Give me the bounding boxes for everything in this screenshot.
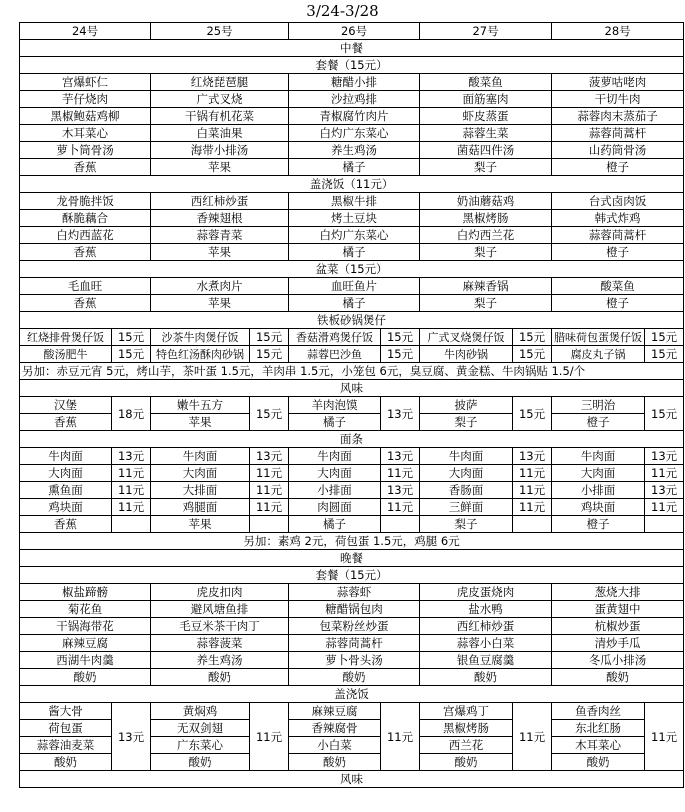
menu-row-cell: 白灼广东菜心 xyxy=(289,227,420,244)
menu-row xyxy=(20,601,684,618)
dish-name: 香辣腐骨 xyxy=(289,720,381,737)
menu-row-cell: 广式叉烧 xyxy=(151,91,289,108)
menu-row-cell: 白灼西蓝花 xyxy=(20,227,151,244)
day-header-cell: 26号 xyxy=(289,23,420,40)
menu-row xyxy=(20,618,684,635)
menu-row xyxy=(20,635,684,652)
dish-name: 小排面 xyxy=(552,482,645,499)
menu-row-cell: 酸奶 xyxy=(420,669,552,686)
price: 13元 xyxy=(112,703,151,771)
menu-row-cell: 梨子 xyxy=(420,295,552,312)
dish-name: 鸡腿面 xyxy=(151,499,250,516)
dish-name: 腐皮丸子锅 xyxy=(552,346,645,363)
menu-row-cell: 菠萝咕咾肉 xyxy=(552,74,684,91)
menu-row-cell: 酸菜鱼 xyxy=(552,278,684,295)
menu-row-cell: 葱烧大排 xyxy=(552,584,684,601)
menu-row xyxy=(20,125,684,142)
empty-cell xyxy=(645,516,684,533)
extras-note: 另加：素鸡 2元，荷包蛋 1.5元，鸡腿 6元 xyxy=(20,533,684,550)
page-title: 3/24-3/28 xyxy=(306,2,379,20)
menu-row-cell: 萝卜骨头汤 xyxy=(289,652,420,669)
dish-name: 宫爆鸡丁 xyxy=(420,703,513,720)
day-header-cell: 28号 xyxy=(552,23,684,40)
dish-name: 荷包蛋 xyxy=(20,720,112,737)
noodle-row xyxy=(20,465,684,482)
menu-row-cell: 海带小排汤 xyxy=(151,142,289,159)
dish-name: 香肠面 xyxy=(420,482,513,499)
dish-name: 酸奶 xyxy=(20,754,112,771)
noodle-row xyxy=(20,499,684,516)
subsection-heading-row xyxy=(20,686,684,703)
menu-row xyxy=(20,159,684,176)
section-heading-lunch-row xyxy=(20,40,684,57)
menu-row-cell: 干锅有机花菜 xyxy=(151,108,289,125)
price: 13元 xyxy=(381,397,420,431)
price: 15元 xyxy=(513,346,552,363)
noodle-row xyxy=(20,448,684,465)
menu-row-cell: 蒜蓉茼蒿杆 xyxy=(552,125,684,142)
dish-name: 酸奶 xyxy=(151,754,250,771)
fruit: 橘子 xyxy=(289,516,381,533)
subsection-heading: 面条 xyxy=(20,431,684,448)
dish-name: 红烧排骨煲仔饭 xyxy=(20,329,112,346)
flavor-row xyxy=(20,397,684,414)
subsection-heading-row xyxy=(20,176,684,193)
dish-name: 大肉面 xyxy=(420,465,513,482)
menu-row-cell: 麻辣香锅 xyxy=(420,278,552,295)
dish-name: 小白菜 xyxy=(289,737,381,754)
menu-row-cell: 糖醋锅包肉 xyxy=(289,601,420,618)
menu-row xyxy=(20,74,684,91)
menu-row xyxy=(20,91,684,108)
menu-row-cell: 木耳菜心 xyxy=(20,125,151,142)
price: 13元 xyxy=(250,448,289,465)
empty-cell xyxy=(381,516,420,533)
menu-row-cell: 芋仔烧肉 xyxy=(20,91,151,108)
dish-name: 牛肉面 xyxy=(151,448,250,465)
subsection-heading-row xyxy=(20,312,684,329)
price: 15元 xyxy=(250,397,289,431)
price: 13元 xyxy=(513,448,552,465)
fruit: 橙子 xyxy=(552,516,645,533)
menu-row-cell: 香辣翅根 xyxy=(151,210,289,227)
dish-name: 西兰花 xyxy=(420,737,513,754)
menu-row-cell: 橙子 xyxy=(552,244,684,261)
day-header-cell: 24号 xyxy=(20,23,151,40)
dish-name: 黄焖鸡 xyxy=(151,703,250,720)
dish-name: 酸奶 xyxy=(420,754,513,771)
dish-name: 牛肉面 xyxy=(20,448,112,465)
menu-row-cell: 黑椒烤肠 xyxy=(420,210,552,227)
dish-name: 东北红肠 xyxy=(552,720,645,737)
menu-row-cell: 避风塘鱼排 xyxy=(151,601,289,618)
menu-row-cell: 烤土豆块 xyxy=(289,210,420,227)
menu-row-cell: 银鱼豆腐羹 xyxy=(420,652,552,669)
menu-row-cell: 橙子 xyxy=(552,159,684,176)
subsection-heading-row xyxy=(20,567,684,584)
menu-row xyxy=(20,278,684,295)
subsection-heading-row xyxy=(20,380,684,397)
menu-row-cell: 白灼西兰花 xyxy=(420,227,552,244)
empty-cell xyxy=(112,516,151,533)
price: 15元 xyxy=(645,329,684,346)
price: 11元 xyxy=(250,465,289,482)
menu-row-cell: 蛋黄翅中 xyxy=(552,601,684,618)
price: 11元 xyxy=(381,499,420,516)
menu-row-cell: 虎皮蛋烧肉 xyxy=(420,584,552,601)
day-header xyxy=(20,23,684,40)
menu-row-cell: 毛血旺 xyxy=(20,278,151,295)
section-heading-dinner: 晚餐 xyxy=(20,550,684,567)
dish-name: 肉圆面 xyxy=(289,499,381,516)
dish-name: 汉堡 xyxy=(20,397,112,414)
dish-name: 腊味荷包蛋煲仔饭 xyxy=(552,329,645,346)
dish-name: 蒜蓉油麦菜 xyxy=(20,737,112,754)
day-header-cell: 27号 xyxy=(420,23,552,40)
menu-row-cell: 毛豆米茶干肉丁 xyxy=(151,618,289,635)
menu-row-cell: 台式卤肉饭 xyxy=(552,193,684,210)
menu-row-cell: 养生鸡汤 xyxy=(151,652,289,669)
price: 13元 xyxy=(381,482,420,499)
menu-row-cell: 蒜蓉菠菜 xyxy=(151,635,289,652)
section-heading-lunch: 中餐 xyxy=(20,40,684,57)
menu-row xyxy=(20,652,684,669)
menu-row-cell: 香蕉 xyxy=(20,295,151,312)
menu-row-cell: 杭椒炒蛋 xyxy=(552,618,684,635)
subsection-heading: 套餐（15元） xyxy=(20,57,684,74)
menu-row-cell: 酸菜鱼 xyxy=(420,74,552,91)
empty-cell xyxy=(513,516,552,533)
price: 13元 xyxy=(381,448,420,465)
price: 11元 xyxy=(112,499,151,516)
menu-row-cell: 蒜蓉青菜 xyxy=(151,227,289,244)
extras-note-row xyxy=(20,363,684,380)
price: 11元 xyxy=(513,465,552,482)
menu-row-cell: 干切牛肉 xyxy=(552,91,684,108)
subsection-heading-row xyxy=(20,431,684,448)
menu-row xyxy=(20,227,684,244)
menu-row-cell: 水煮肉片 xyxy=(151,278,289,295)
dish-name: 牛肉面 xyxy=(289,448,381,465)
price: 15元 xyxy=(645,397,684,431)
menu-row-cell: 蒜蓉小白菜 xyxy=(420,635,552,652)
subsection-heading: 风味 xyxy=(20,771,684,788)
menu-row-cell: 西湖牛肉羹 xyxy=(20,652,151,669)
dish-name: 小排面 xyxy=(289,482,381,499)
price: 15元 xyxy=(645,346,684,363)
menu-row xyxy=(20,142,684,159)
dish-name: 鸡块面 xyxy=(20,499,112,516)
menu-row-cell: 奶油蘑菇鸡 xyxy=(420,193,552,210)
menu-row-cell: 橘子 xyxy=(289,159,420,176)
price: 13元 xyxy=(645,482,684,499)
menu-row-cell: 橘子 xyxy=(289,295,420,312)
dish-name: 披萨 xyxy=(420,397,513,414)
menu-row-cell: 盐水鸭 xyxy=(420,601,552,618)
price: 11元 xyxy=(112,465,151,482)
price: 11元 xyxy=(645,465,684,482)
dish-name: 大排面 xyxy=(151,482,250,499)
dish-name: 特色红汤酥肉砂锅 xyxy=(151,346,250,363)
fruit: 香蕉 xyxy=(20,414,112,431)
price: 15元 xyxy=(513,329,552,346)
noodle-row xyxy=(20,482,684,499)
menu-row-cell: 梨子 xyxy=(420,159,552,176)
menu-row-cell: 冬瓜小排汤 xyxy=(552,652,684,669)
price: 15元 xyxy=(381,329,420,346)
extras-note-row xyxy=(20,533,684,550)
menu-row-cell: 酸奶 xyxy=(289,669,420,686)
menu-row-cell: 蒜蓉茼蒿杆 xyxy=(289,635,420,652)
dish-name: 三明治 xyxy=(552,397,645,414)
price: 11元 xyxy=(381,465,420,482)
price: 15元 xyxy=(250,329,289,346)
price: 13元 xyxy=(645,448,684,465)
menu-row-cell: 菌菇四件汤 xyxy=(420,142,552,159)
menu-row-cell: 虎皮扣肉 xyxy=(151,584,289,601)
price: 11元 xyxy=(513,499,552,516)
empty-cell xyxy=(250,516,289,533)
dish-name: 酱大骨 xyxy=(20,703,112,720)
dish-name: 广东菜心 xyxy=(151,737,250,754)
menu-row-cell: 蒜蓉茼蒿杆 xyxy=(552,227,684,244)
menu-row-cell: 酸奶 xyxy=(151,669,289,686)
subsection-heading-row xyxy=(20,261,684,278)
subsection-heading: 盆菜（15元） xyxy=(20,261,684,278)
menu-row xyxy=(20,210,684,227)
fruit: 香蕉 xyxy=(20,516,112,533)
price: 11元 xyxy=(645,499,684,516)
dish-name: 牛肉面 xyxy=(420,448,513,465)
menu-row-cell: 包菜粉丝炒蛋 xyxy=(289,618,420,635)
menu-row-cell: 梨子 xyxy=(420,244,552,261)
menu-row xyxy=(20,295,684,312)
fruit: 苹果 xyxy=(151,516,250,533)
menu-row-cell: 沙拉鸡排 xyxy=(289,91,420,108)
price: 15元 xyxy=(381,346,420,363)
dish-name: 熏鱼面 xyxy=(20,482,112,499)
dish-name: 羊肉泡馍 xyxy=(289,397,381,414)
day-header-cell: 25号 xyxy=(151,23,289,40)
menu-row-cell: 酥脆藕合 xyxy=(20,210,151,227)
menu-row-cell: 苹果 xyxy=(151,244,289,261)
noodle-fruit-row xyxy=(20,516,684,533)
fruit: 梨子 xyxy=(420,516,513,533)
price: 11元 xyxy=(513,703,552,771)
dish-name: 木耳菜心 xyxy=(552,737,645,754)
menu-row-cell: 清炒手瓜 xyxy=(552,635,684,652)
menu-row-cell: 香蕉 xyxy=(20,244,151,261)
subsection-heading: 盖浇饭（11元） xyxy=(20,176,684,193)
price: 15元 xyxy=(250,346,289,363)
menu-row-cell: 红烧琵琶腿 xyxy=(151,74,289,91)
menu-row xyxy=(20,669,684,686)
price: 11元 xyxy=(112,482,151,499)
menu-row-cell: 蒜蓉虾 xyxy=(289,584,420,601)
menu-row-cell: 山药筒骨汤 xyxy=(552,142,684,159)
dish-name: 蒜蓉巴沙鱼 xyxy=(289,346,381,363)
menu-row-cell: 酸奶 xyxy=(20,669,151,686)
dish-name: 三鲜面 xyxy=(420,499,513,516)
menu-row-cell: 虾皮蒸蛋 xyxy=(420,108,552,125)
dish-name: 大肉面 xyxy=(552,465,645,482)
menu-row-cell: 苹果 xyxy=(151,295,289,312)
menu-row-cell: 白灼广东菜心 xyxy=(289,125,420,142)
dish-name: 鸡块面 xyxy=(552,499,645,516)
menu-row-cell: 黑椒鲍菇鸡柳 xyxy=(20,108,151,125)
menu-table xyxy=(19,22,684,788)
fruit: 橙子 xyxy=(552,414,645,431)
menu-row-cell: 麻辣豆腐 xyxy=(20,635,151,652)
menu-row-cell: 西红柿炒蛋 xyxy=(420,618,552,635)
menu-row-cell: 橙子 xyxy=(552,295,684,312)
price: 11元 xyxy=(250,499,289,516)
dish-name: 香菇滑鸡煲仔饭 xyxy=(289,329,381,346)
menu-row-cell: 橘子 xyxy=(289,244,420,261)
fruit: 橘子 xyxy=(289,414,381,431)
dish-name: 牛肉面 xyxy=(552,448,645,465)
price: 13元 xyxy=(112,448,151,465)
price: 11元 xyxy=(381,703,420,771)
menu-row-cell: 蒜蓉肉末蒸茄子 xyxy=(552,108,684,125)
menu-row-cell: 酸奶 xyxy=(552,669,684,686)
subsection-heading-row xyxy=(20,771,684,788)
menu-row-cell: 蒜蓉生菜 xyxy=(420,125,552,142)
menu-row xyxy=(20,244,684,261)
menu-row-cell: 韩式炸鸡 xyxy=(552,210,684,227)
dish-name: 大肉面 xyxy=(151,465,250,482)
price: 15元 xyxy=(112,329,151,346)
claypot-row xyxy=(20,346,684,363)
dish-name: 牛肉砂锅 xyxy=(420,346,513,363)
price: 15元 xyxy=(112,346,151,363)
subsection-heading: 铁板砂锅煲仔 xyxy=(20,312,684,329)
price: 18元 xyxy=(112,397,151,431)
dish-name: 麻辣豆腐 xyxy=(289,703,381,720)
dish-name: 鱼香肉丝 xyxy=(552,703,645,720)
menu-row-cell: 龙骨脆拌饭 xyxy=(20,193,151,210)
menu-row-cell: 萝卜筒骨汤 xyxy=(20,142,151,159)
subsection-heading: 套餐（15元） xyxy=(20,567,684,584)
dinner-rice-row xyxy=(20,703,684,720)
dish-name: 大肉面 xyxy=(289,465,381,482)
fruit: 苹果 xyxy=(151,414,250,431)
dish-name: 大肉面 xyxy=(20,465,112,482)
menu-row-cell: 宫爆虾仁 xyxy=(20,74,151,91)
subsection-heading: 风味 xyxy=(20,380,684,397)
menu-row-cell: 血旺鱼片 xyxy=(289,278,420,295)
menu-row-cell: 苹果 xyxy=(151,159,289,176)
claypot-row xyxy=(20,329,684,346)
price: 15元 xyxy=(513,397,552,431)
menu-row xyxy=(20,193,684,210)
menu-row-cell: 椒盐蹄髈 xyxy=(20,584,151,601)
menu-row-cell: 白菜油果 xyxy=(151,125,289,142)
menu-row-cell: 养生鸡汤 xyxy=(289,142,420,159)
dish-name: 嫩牛五方 xyxy=(151,397,250,414)
price: 11元 xyxy=(250,703,289,771)
dish-name: 无双剑翅 xyxy=(151,720,250,737)
dish-name: 酸奶 xyxy=(289,754,381,771)
dish-name: 广式叉烧煲仔饭 xyxy=(420,329,513,346)
menu-row-cell: 糖醋小排 xyxy=(289,74,420,91)
menu-row-cell: 香蕉 xyxy=(20,159,151,176)
menu-row-cell: 干锅海带花 xyxy=(20,618,151,635)
dish-name: 酸奶 xyxy=(552,754,645,771)
menu-row-cell: 菊花鱼 xyxy=(20,601,151,618)
menu-row-cell: 面筋塞肉 xyxy=(420,91,552,108)
menu-row-cell: 青椒腐竹肉片 xyxy=(289,108,420,125)
dish-name: 沙茶牛肉煲仔饭 xyxy=(151,329,250,346)
section-heading-dinner-row xyxy=(20,550,684,567)
price: 11元 xyxy=(250,482,289,499)
extras-note: 另加：赤豆元宵 5元，烤山芋，茶叶蛋 1.5元，羊肉串 1.5元，小笼包 6元，臭豆腐、黄金糕、牛肉锅贴 1.5/个 xyxy=(20,363,684,380)
fruit: 梨子 xyxy=(420,414,513,431)
menu-row-cell: 黑椒牛排 xyxy=(289,193,420,210)
dish-name: 酸汤肥牛 xyxy=(20,346,112,363)
menu-row-cell: 西红柿炒蛋 xyxy=(151,193,289,210)
subsection-heading: 盖浇饭 xyxy=(20,686,684,703)
menu-row xyxy=(20,584,684,601)
price: 11元 xyxy=(513,482,552,499)
dish-name: 黑椒烤肠 xyxy=(420,720,513,737)
subsection-heading-row xyxy=(20,57,684,74)
menu-row xyxy=(20,108,684,125)
price: 11元 xyxy=(645,703,684,771)
